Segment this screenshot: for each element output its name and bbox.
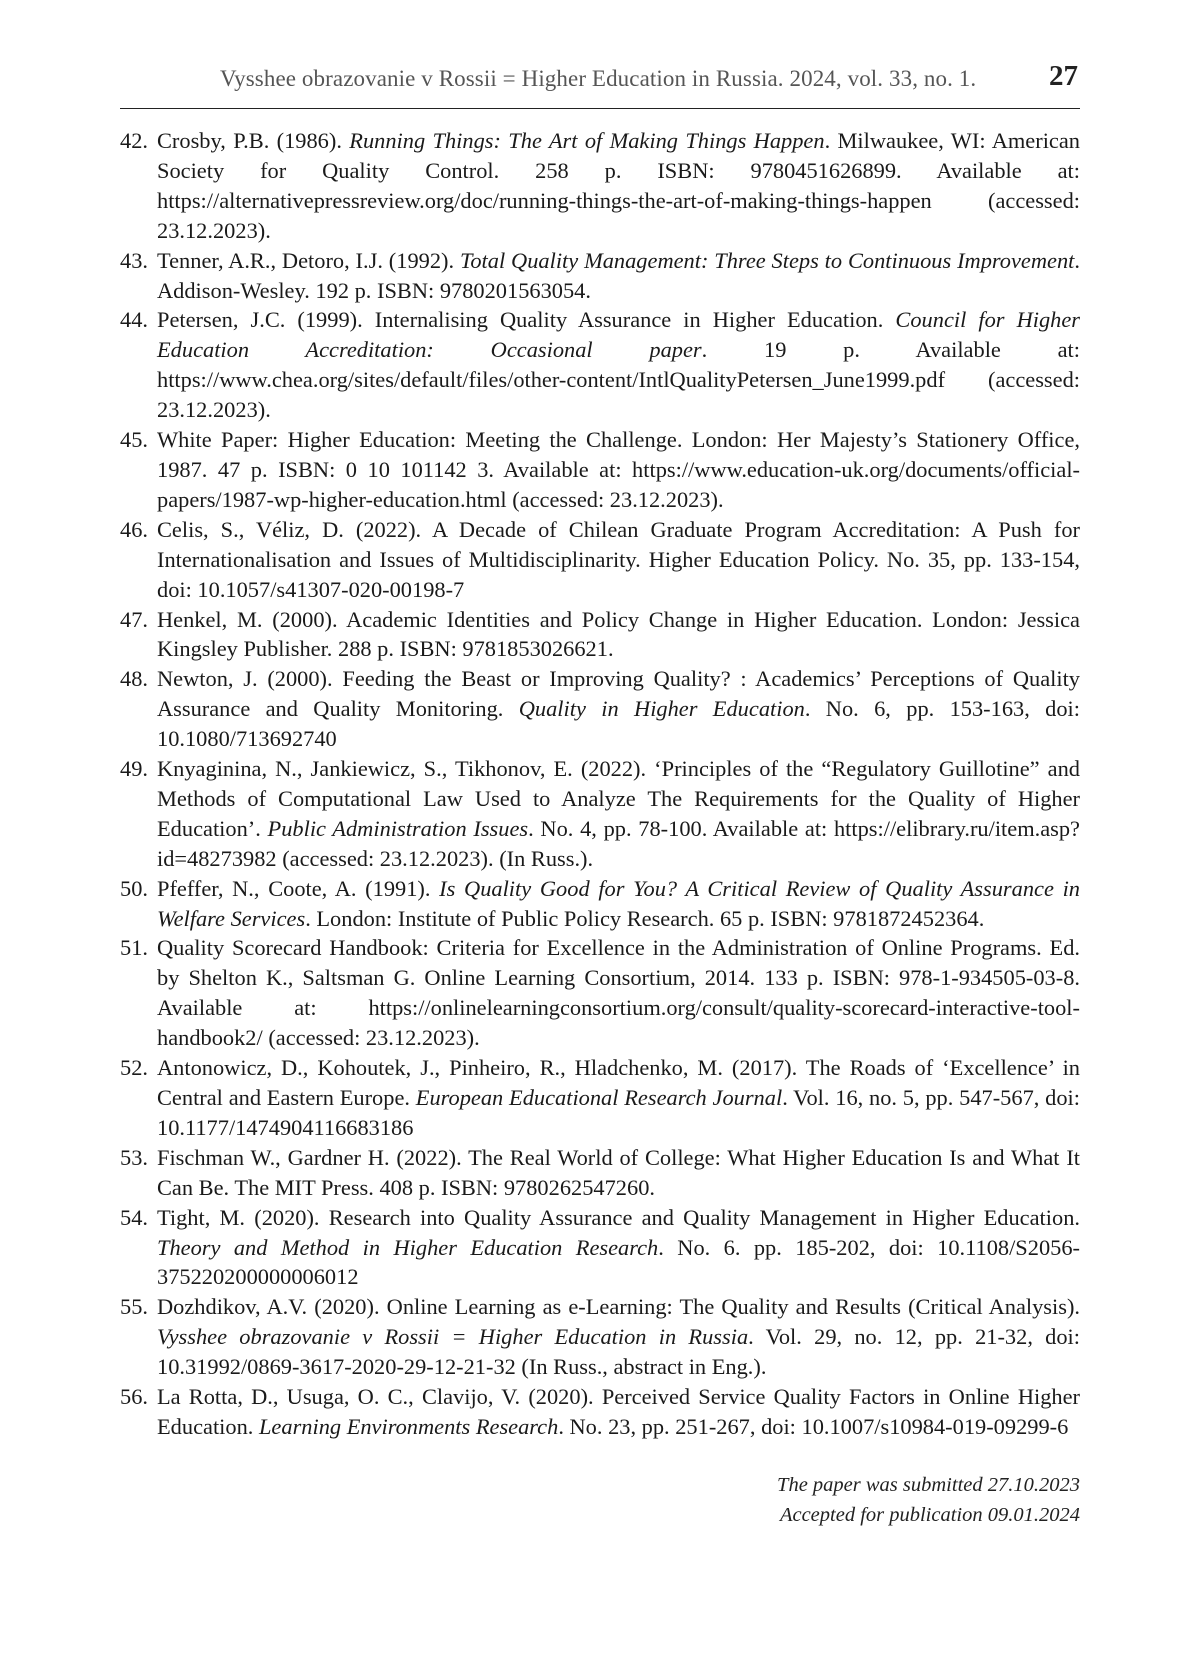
reference-item [120, 425, 1080, 515]
reference-fragment: . Addison-Wesley. 192 p. ISBN: 9780201563054. [157, 247, 1080, 303]
reference-number: 49. [120, 756, 148, 782]
reference-fragment: . London: Institute of Public Policy Research. 65 p. ISBN: 9781872452364. [305, 905, 985, 931]
reference-item [120, 1053, 1080, 1143]
reference-fragment: . Milwaukee, WI: American Society for Quality Control. 258 p. ISBN: 9780451626899. Available at: https://alternativepressreview.org/doc/running-things-the-art-of-making-things-happen (accessed: 23.12.2023). [157, 128, 1080, 243]
reference-text [157, 756, 1080, 871]
reference-item [120, 754, 1080, 874]
reference-item [120, 515, 1080, 605]
reference-text [157, 427, 1080, 512]
reference-number: 43. [120, 247, 148, 273]
reference-number: 55. [120, 1294, 148, 1320]
reference-source-title: Total Quality Management: Three Steps to Continuous Improvement [459, 247, 1075, 273]
accepted-date-note: Accepted for publication 09.01.2024 [779, 1504, 1080, 1526]
reference-number: 47. [120, 606, 148, 632]
reference-number: 45. [120, 427, 148, 453]
reference-text [157, 666, 1080, 751]
reference-text [157, 128, 1080, 243]
reference-item [120, 605, 1080, 665]
reference-item [120, 305, 1080, 425]
reference-text [157, 1294, 1080, 1379]
running-header [120, 58, 1080, 109]
reference-text [157, 876, 1080, 931]
reference-fragment: . No. 6. pp. 185-202, doi: 10.1108/S2056-375220200000006012 [157, 1234, 1080, 1290]
reference-item [120, 1292, 1080, 1382]
reference-fragment: Crosby, P.B. (1986). [157, 128, 350, 153]
reference-text [157, 607, 1080, 662]
page-number: 27 [1049, 60, 1078, 92]
reference-text [157, 517, 1080, 602]
reference-fragment: Dozhdikov, A.V. (2020). Online Learning as e-Learning: The Quality and Results (Critical Analysis). [157, 1294, 1080, 1320]
reference-text [157, 935, 1080, 1050]
reference-fragment: La Rotta, D., Usuga, O. C., Clavijo, V. (2020). Perceived Service Quality Factors in Online Higher Education. [157, 1384, 1080, 1439]
reference-number: 51. [120, 935, 148, 961]
reference-number: 46. [120, 516, 148, 542]
reference-item [120, 126, 1080, 246]
reference-item [120, 1382, 1080, 1442]
reference-number: 53. [120, 1144, 148, 1170]
reference-source-title: European Educational Research Journal [415, 1085, 783, 1110]
reference-fragment: . 19 p. Available at: https://www.chea.org/sites/default/files/other-content/IntlQualityPetersen_June1999.pdf (accessed: 23.12.2023). [157, 337, 1080, 423]
reference-fragment: Fischman W., Gardner H. (2022). The Real World of College: What Higher Education Is and What It Can Be. The MIT Press. 408 p. ISBN: 9780262547260. [157, 1144, 1080, 1200]
reference-number: 48. [120, 666, 148, 692]
reference-number: 52. [120, 1055, 148, 1081]
reference-fragment: Henkel, M. (2000). Academic Identities and Policy Change in Higher Education. London: Jessica Kingsley Publisher. 288 p. ISBN: 9781853026621. [157, 606, 1080, 662]
reference-fragment: . Vol. 29, no. 12, pp. 21-32, doi: 10.31992/0869-3617-2020-29-12-21-32 (In Russ., abstract in Eng.). [157, 1324, 1080, 1380]
journal-title: Vysshee obrazovanie v Rossii = Higher Education in Russia. 2024, vol. 33, no. 1. [220, 66, 977, 91]
reference-source-title: Quality in Higher Education [518, 696, 805, 722]
reference-text [157, 1205, 1080, 1290]
reference-text [157, 248, 1080, 303]
reference-source-title: Public Administration Issues [267, 815, 529, 841]
reference-source-title: Council for Higher Education Accreditation: Occasional paper [157, 307, 1080, 363]
reference-fragment: Knyaginina, N., Jankiewicz, S., Tikhonov, E. (2022). ‘Principles of the “Regulatory Guillotine” and Methods of Computational Law Used to Analyze The Requirements for the Quality of Higher Education’. [157, 756, 1080, 841]
reference-fragment: Petersen, J.C. (1999). Internalising Quality Assurance in Higher Education. [157, 307, 896, 333]
reference-source-title: Running Things: The Art of Making Things Happen [349, 128, 825, 153]
reference-text [157, 1055, 1080, 1140]
reference-fragment: . No. 23, pp. 251-267, doi: 10.1007/s10984-019-09299-6 [558, 1413, 1069, 1439]
reference-source-title: Is Quality Good for You? A Critical Review of Quality Assurance in Welfare Services [157, 875, 1080, 931]
reference-fragment: White Paper: Higher Education: Meeting the Challenge. London: Her Majesty’s Stationery Office, 1987. 47 p. ISBN: 0 10 101142 3. Available at: https://www.education-uk.org/documents/official-papers/1987-wp-higher-education.html (accessed: 23.12.2023). [157, 427, 1080, 512]
reference-item [120, 246, 1080, 306]
reference-item [120, 1143, 1080, 1203]
reference-source-title: Learning Environments Research [258, 1413, 559, 1439]
reference-text [157, 1384, 1080, 1439]
reference-fragment: . Vol. 16, no. 5, pp. 547-567, doi: 10.1177/1474904116683186 [157, 1085, 1080, 1140]
reference-fragment: . No. 4, pp. 78-100. Available at: https://elibrary.ru/item.asp?id=48273982 (accessed: 23.12.2023). (In Russ.). [157, 815, 1080, 871]
reference-fragment: . No. 6, pp. 153-163, doi: 10.1080/713692740 [157, 696, 1080, 752]
reference-item [120, 664, 1080, 754]
reference-number: 56. [120, 1384, 148, 1410]
reference-list [120, 126, 1080, 1442]
reference-item [120, 874, 1080, 934]
reference-item [120, 1203, 1080, 1293]
reference-source-title: Theory and Method in Higher Education Research [157, 1234, 659, 1260]
reference-number: 42. [120, 128, 148, 153]
reference-number: 54. [120, 1204, 148, 1230]
reference-fragment: Pfeffer, N., Coote, A. (1991). [157, 875, 440, 901]
reference-item [120, 933, 1080, 1053]
reference-fragment: Tight, M. (2020). Research into Quality Assurance and Quality Management in Higher Education. [157, 1204, 1080, 1230]
reference-fragment: Antonowicz, D., Kohoutek, J., Pinheiro, R., Hladchenko, M. (2017). The Roads of ‘Excellence’ in Central and Eastern Europe. [157, 1055, 1080, 1110]
reference-fragment: Tenner, A.R., Detoro, I.J. (1992). [157, 247, 460, 273]
reference-fragment: Quality Scorecard Handbook: Criteria for Excellence in the Administration of Online Programs. Ed. by Shelton K., Saltsman G. Online Learning Consortium, 2014. 133 p. ISBN: 978-1-934505-03-8. Available at: https://onlinelearningconsortium.org/consult/quality-scorecard-interactive-tool-handbook2/ (accessed: 23.12.2023). [157, 935, 1080, 1051]
submitted-date-note: The paper was submitted 27.10.2023 [777, 1474, 1080, 1496]
reference-text [157, 1145, 1080, 1200]
reference-number: 50. [120, 875, 148, 901]
reference-fragment: Celis, S., Véliz, D. (2022). A Decade of Chilean Graduate Program Accreditation: A Push for Internationalisation and Issues of Multidisciplinarity. Higher Education Policy. No. 35, pp. 133-154, doi: 10.1057/s41307-020-00198-7 [157, 516, 1080, 602]
reference-source-title: Vysshee obrazovanie v Rossii = Higher Education in Russia [157, 1324, 749, 1350]
reference-fragment: Newton, J. (2000). Feeding the Beast or Improving Quality? : Academics’ Perceptions of Quality Assurance and Quality Monitoring. [157, 666, 1080, 722]
reference-text [157, 307, 1080, 422]
reference-number: 44. [120, 307, 148, 333]
